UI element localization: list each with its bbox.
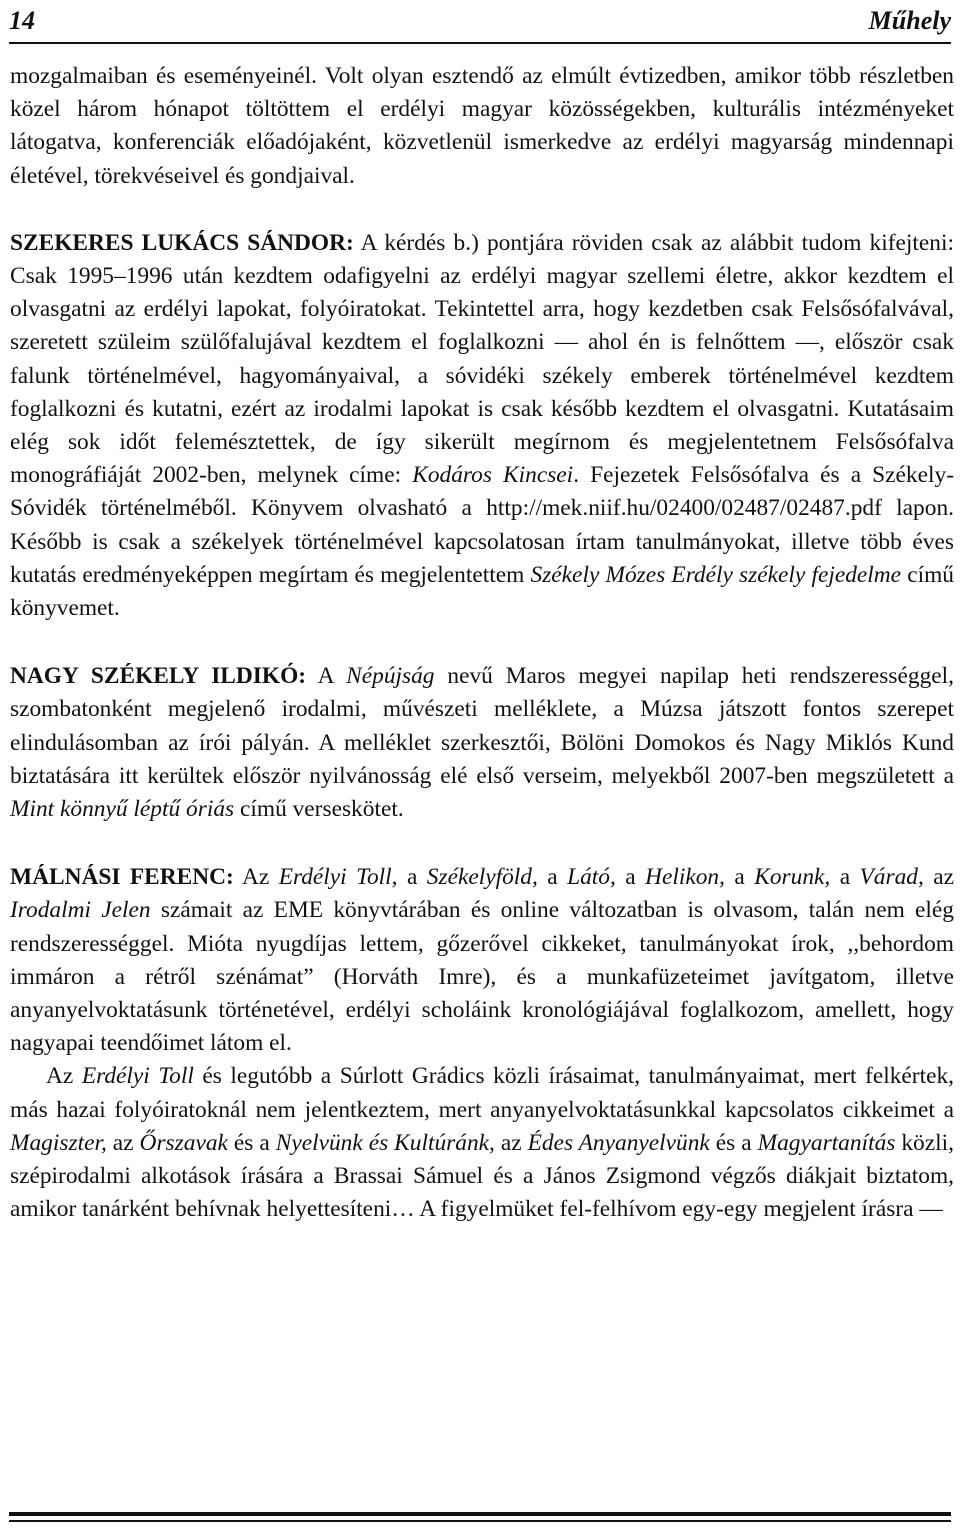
speaker-name: NAGY SZÉKELY ILDIKÓ: <box>10 663 307 690</box>
text-run: és legutóbb a Súrlott Grádics közli írásaimat, tanulmányaimat, mert felkértek, más hazai folyóiratoknál nem jelentkeztem, mert anyanyelvoktatásunkkal kapcsolatos cikkeimet a <box>10 1063 954 1123</box>
text-run: Az <box>46 1063 82 1090</box>
text-run: nevű Maros megyei napilap heti rendszerességgel, szombatonként megjelenő irodalmi, művészeti melléklete, a Múzsa játszott fontos szerepet elindulásomban az írói pályán. A melléklet szerkesztői, Bölöni Domokos és Nagy Miklós Kund biztatására itt kerültek először nyilvánosság elé első verseim, melyekből 2007-ben megszületett a <box>10 663 954 789</box>
text-run: az <box>923 864 955 891</box>
title-italic: Székelyföld, <box>426 864 538 891</box>
title-italic: Korunk, <box>754 864 831 891</box>
text-run: a <box>830 864 860 891</box>
title-italic: Helikon, <box>645 864 725 891</box>
text-run: közli, szépirodalmi alkotások írására a Brassai Sámuel és a János Zsigmond végzős diákjait biztatom, amikor tanárként behívnak helyettesíteni… A figyelmüket fel-felhívom egy-egy megjelent írásra — <box>10 1129 954 1223</box>
paragraph-nagy-szekely-ildiko <box>10 660 954 826</box>
speaker-name: SZEKERES LUKÁCS SÁNDOR: <box>10 229 354 256</box>
paragraph-gap <box>10 625 954 660</box>
speaker-name: MÁLNÁSI FERENC: <box>10 864 234 891</box>
title-italic: Kodáros Kincsei <box>412 462 574 489</box>
title-italic: Erdélyi Toll <box>81 1063 194 1090</box>
running-header <box>9 0 951 40</box>
text-run: Az <box>233 864 279 891</box>
text-run: . Fejezetek Felsősófalva és a Székely-Sóvidék történelméből. Könyvem olvasható a http://mek.niif.hu/02400/02487/02487.pdf lapon. Később is csak a székelyek történelmével kapcsolatosan írtam tanulmányokat, illetve több éves kutatás eredményeképpen megírtam és megjelentettem <box>10 462 954 588</box>
text-run: és a <box>709 1129 758 1156</box>
text-run: számait az EME könyvtárában és online változatban is olvasom, talán nem elég rendszerességgel. Mióta nyugdíjas lettem, gőzerővel cikkeket, tanulmányokat írok, ,,behordom immáron a rétről szénámat” (Horváth Imre), és a munkafüzeteimet javítgatom, illetve anyanyelvoktatásunk történetével, erdélyi scholáink kronológiájával foglalkozom, amellett, hogy nagyapai teendőimet látom el. <box>10 897 955 1057</box>
paragraph-malnasi-ferenc-continued <box>10 1060 954 1226</box>
title-italic: Nyelvünk és Kultúránk, <box>275 1129 495 1156</box>
title-italic: Magiszter, <box>10 1129 107 1156</box>
footer-rule-thin <box>9 1520 951 1522</box>
text-run: és a <box>227 1129 276 1156</box>
title-italic: Irodalmi Jelen <box>10 897 151 924</box>
paragraph-gap <box>10 193 954 227</box>
text-run: A kérdés b.) pontjára röviden csak az alábbit tudom kifejteni: Csak 1995–1996 után kezdtem odafigyelni az erdélyi magyar szellemi életre, akkor kezdtem el olvasgatni az erdélyi lapokat, folyóiratokat. Tekintettel arra, hogy kezdetben csak Felsősófalvával, szeretett szüleim szülőfalujával kezdtem el foglalkozni — ahol én is felnőttem —, először csak falunk történelmével, hagyományaival, a sóvidéki székely emberek történelmével kezdtem foglalkozni és kutatni, ezért az irodalmi lapokat is csak később kezdtem el olvasgatni. Kutatásaim elég sok időt felemésztettek, de így sikerült megírnom és megjelentetnem Felsősófalva monográfiáját 2002-ben, melynek címe: <box>10 229 954 489</box>
text-run: az <box>106 1129 140 1156</box>
paragraph-intro-continuation <box>10 60 954 193</box>
title-italic: Őrszavak <box>139 1129 228 1156</box>
title-italic: Erdélyi Toll, <box>278 864 398 891</box>
text-run: a <box>537 864 568 891</box>
text-run: a <box>724 864 755 891</box>
journal-title: Műhely <box>868 6 951 35</box>
title-italic: Népújság <box>346 663 435 690</box>
article-body <box>10 60 954 1227</box>
text-run: a <box>397 864 427 891</box>
paragraph-gap <box>10 826 954 861</box>
title-italic: Látó, <box>567 864 616 891</box>
text-run: című verseskötet. <box>234 796 404 823</box>
title-italic: Mint könnyű léptű óriás <box>10 796 235 823</box>
text-run: mozgalmaiban és eseményeinél. Volt olyan esztendő az elmúlt évtizedben, amikor több részletben közel három hónapot töltöttem el erdélyi magyar közösségekben, kulturális intézményeket látogatva, konferenciák előadójaként, közvetlenül ismerkedve az erdélyi magyarság mindennapi életével, törekvéseivel és gondjaival. <box>10 63 954 189</box>
text-run: A <box>306 663 347 690</box>
paragraph-szekeres-lukacs-sandor <box>10 227 954 625</box>
title-italic: Várad, <box>859 864 924 891</box>
text-run: a <box>615 864 646 891</box>
text-run: az <box>494 1129 528 1156</box>
footer-rule-thick <box>9 1512 951 1516</box>
text-run: című könyvemet. <box>10 561 954 622</box>
page-number: 14 <box>9 6 35 35</box>
title-italic: Magyartanítás <box>757 1129 896 1156</box>
title-italic: Székely Mózes Erdély székely fejedelme <box>530 561 902 588</box>
title-italic: Édes Anyanyelvünk <box>527 1129 710 1156</box>
paragraph-malnasi-ferenc <box>10 861 954 1060</box>
header-rule <box>9 42 951 44</box>
